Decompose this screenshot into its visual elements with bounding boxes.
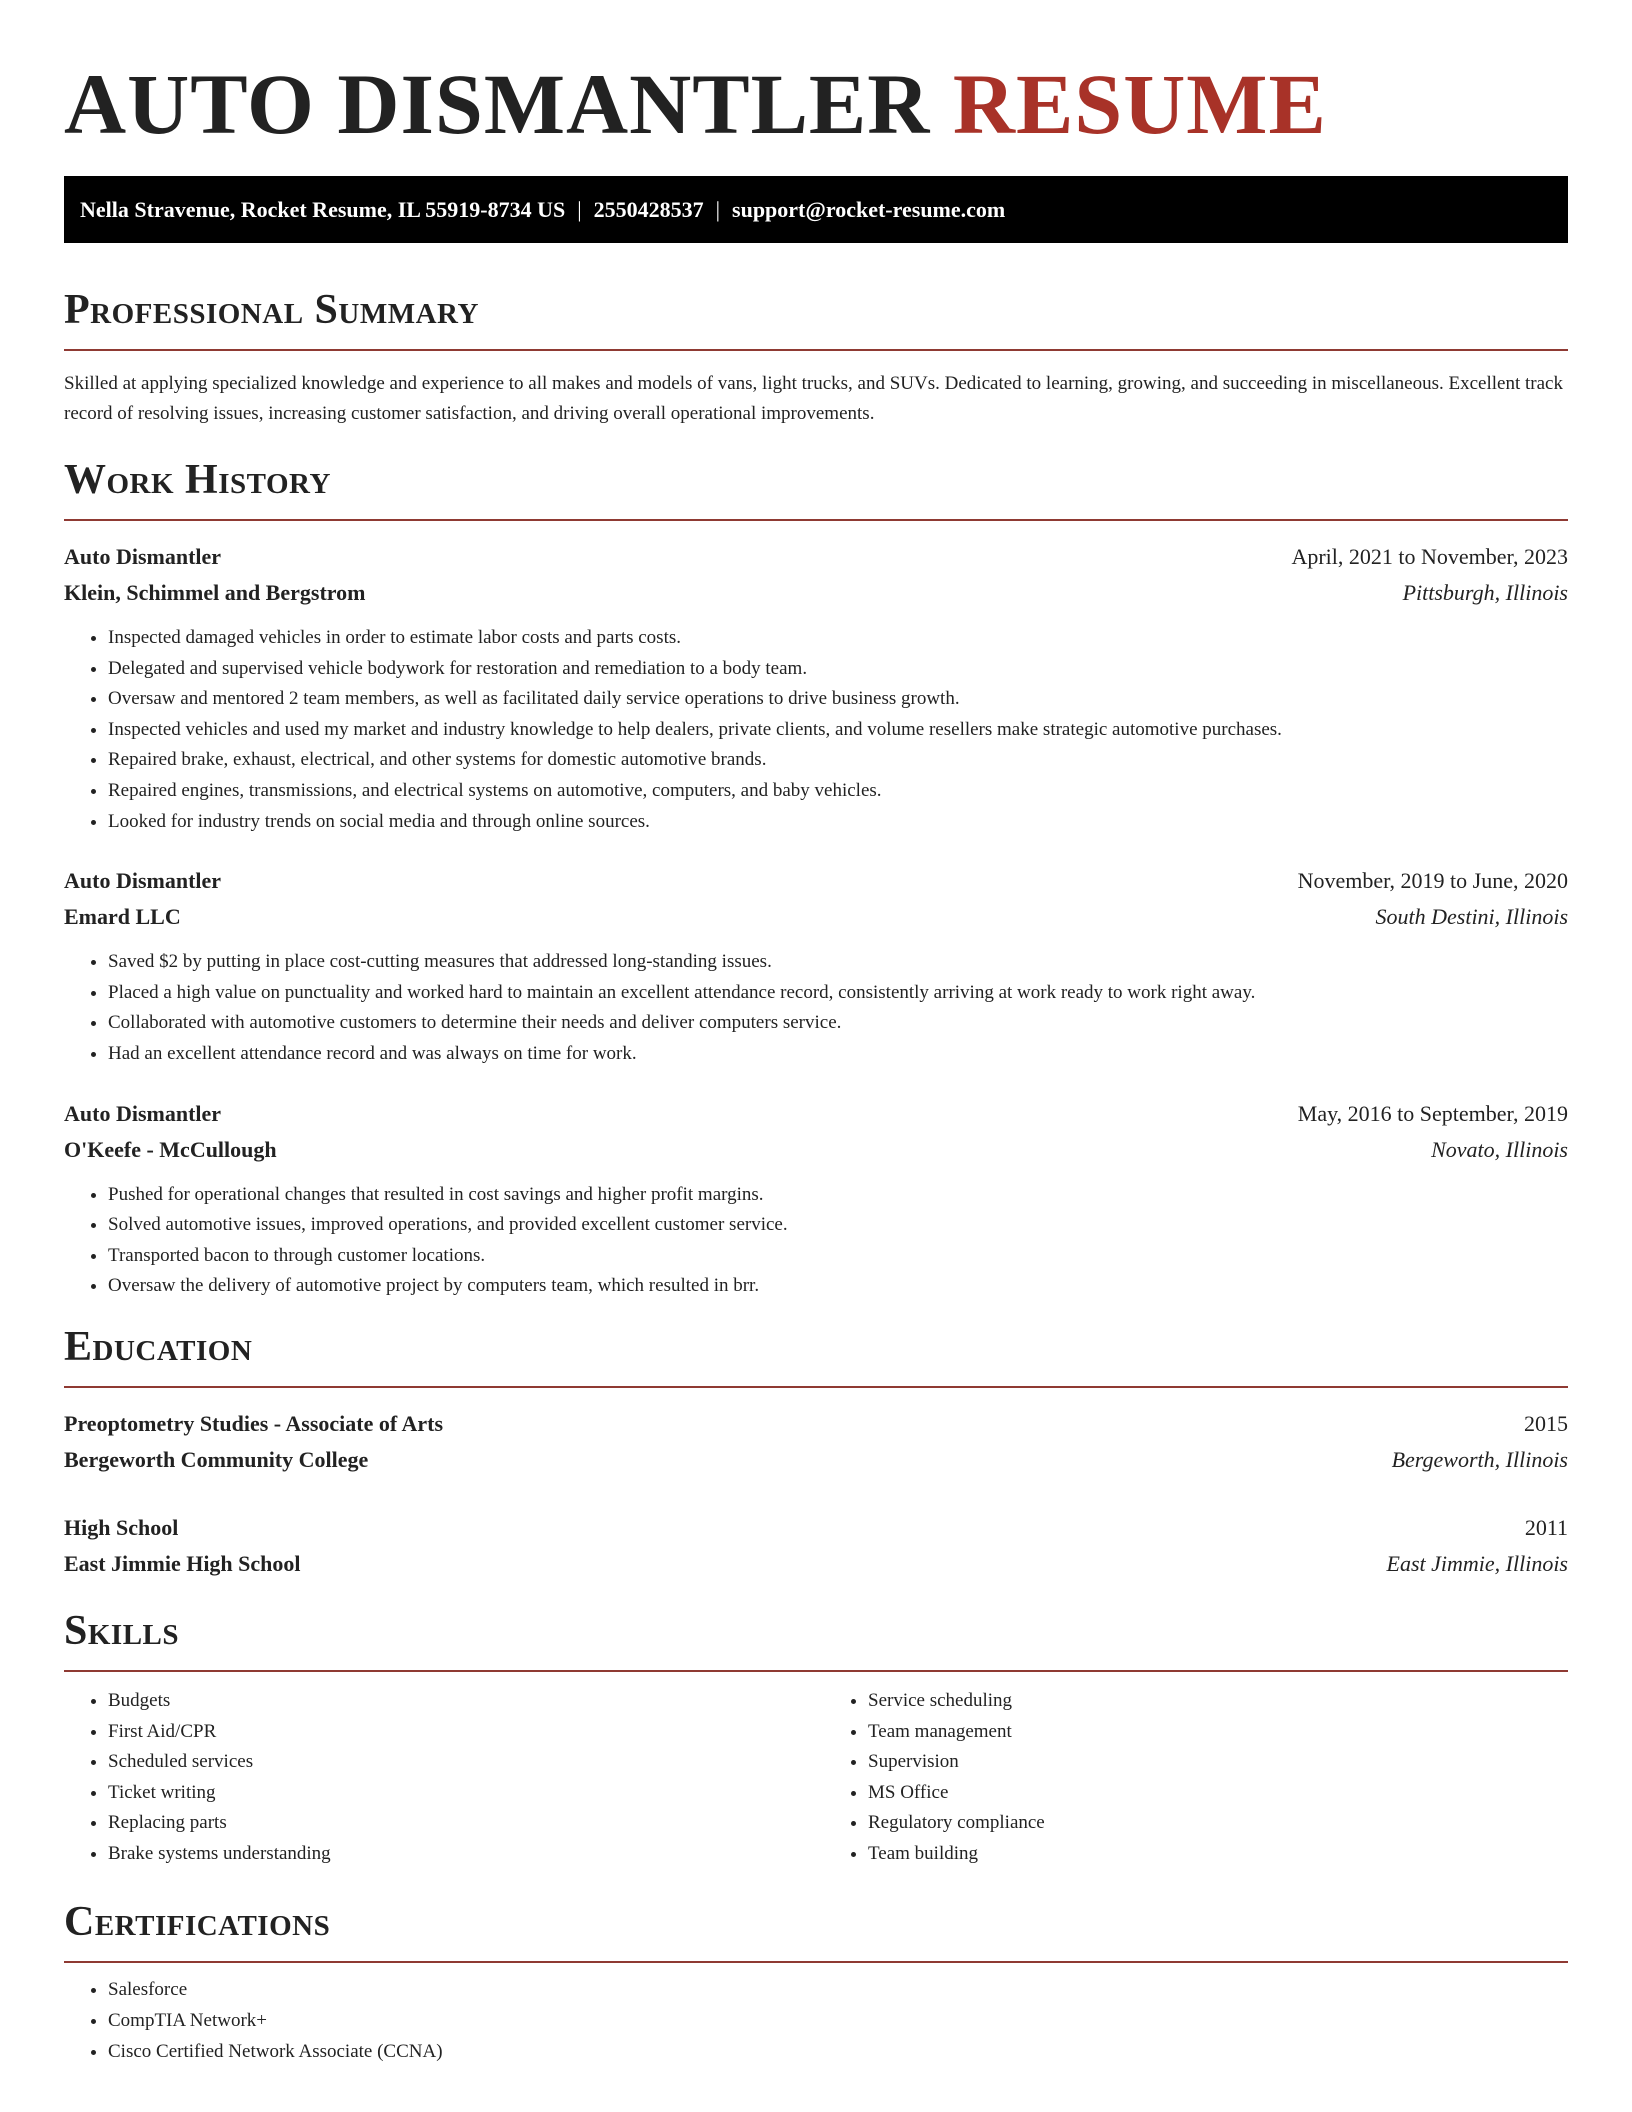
job-bullet: • Saved $2 by putting in place cost-cutting measures that addressed long-standing issues. (108, 947, 1568, 978)
section-divider (64, 519, 1568, 521)
education-section (64, 1322, 1568, 1582)
job-bullet: • Oversaw and mentored 2 team members, as well as facilitated daily service operations to drive business growth. (108, 684, 1568, 715)
skill-item: • Team management (868, 1717, 1568, 1748)
education-location: East Jimmie, Illinois (1386, 1550, 1568, 1576)
job-company: Emard LLC (64, 904, 181, 930)
education-school: Bergeworth Community College (64, 1446, 369, 1472)
certifications-list (64, 1975, 1568, 2067)
job-dates: April, 2021 to November, 2023 (1291, 544, 1568, 569)
job-bullet: • Delegated and supervised vehicle bodywork for restoration and remediation to a body team. (108, 654, 1568, 685)
education-year: 2015 (1524, 1410, 1568, 1436)
skills-column-1 (64, 1686, 804, 1870)
section-divider (64, 1670, 1568, 1672)
job-dates: May, 2016 to September, 2019 (1297, 1100, 1568, 1126)
job-bullets (64, 1180, 1568, 1302)
summary-section (64, 285, 1568, 429)
education-entry (64, 1510, 1568, 1582)
job-company: O'Keefe - McCullough (64, 1136, 277, 1162)
skills-section (64, 1606, 1568, 1870)
section-heading-certifications: Certifications (64, 1899, 331, 1946)
skills-column-2 (824, 1686, 1568, 1870)
job-location: Pittsburgh, Illinois (1402, 580, 1568, 605)
education-entry (64, 1406, 1568, 1478)
skill-item: • Replacing parts (108, 1808, 804, 1839)
certification-item: • CompTIA Network+ (108, 2006, 1568, 2037)
contact-separator: | (715, 196, 721, 222)
job-bullet: • Looked for industry trends on social media and through online sources. (108, 807, 1568, 838)
job-title: Auto Dismantler (64, 868, 222, 894)
skill-item: • Ticket writing (108, 1778, 804, 1809)
contact-phone: 2550428537 (593, 196, 704, 222)
certifications-section (64, 1897, 1568, 2067)
job-bullet: • Placed a high value on punctuality and worked hard to maintain an excellent attendance record, consistently arriving at work ready to work right away. (108, 978, 1568, 1009)
section-divider (64, 349, 1568, 351)
job-title: Auto Dismantler (64, 544, 222, 569)
job-bullets (64, 623, 1568, 837)
job-location: South Destini, Illinois (1375, 904, 1568, 930)
skill-item: • Regulatory compliance (868, 1808, 1568, 1839)
contact-email: support@rocket-resume.com (732, 196, 1006, 222)
resume-title (64, 56, 1568, 152)
job-bullet: • Solved automotive issues, improved operations, and provided excellent customer service. (108, 1210, 1568, 1241)
section-heading-education: Education (64, 1323, 253, 1370)
work-history-section (64, 455, 1568, 1302)
job-bullet: • Inspected damaged vehicles in order to estimate labor costs and parts costs. (108, 623, 1568, 654)
education-school: East Jimmie High School (64, 1550, 301, 1576)
education-location: Bergeworth, Illinois (1391, 1446, 1568, 1472)
job-entry (64, 539, 1568, 837)
certification-item: • Cisco Certified Network Associate (CCNA) (108, 2037, 1568, 2068)
resume-page (64, 0, 1568, 2067)
education-degree: Preoptometry Studies - Associate of Arts (64, 1410, 444, 1436)
job-bullet: • Collaborated with automotive customers to determine their needs and deliver computers service. (108, 1008, 1568, 1039)
job-bullets (64, 947, 1568, 1069)
job-bullet: • Repaired brake, exhaust, electrical, and other systems for domestic automotive brands. (108, 745, 1568, 776)
skill-item: • Scheduled services (108, 1747, 804, 1778)
job-bullet: • Inspected vehicles and used my market and industry knowledge to help dealers, private clients, and volume resellers make strategic automotive purchases. (108, 715, 1568, 746)
section-heading-skills: Skills (64, 1607, 180, 1654)
job-entry (64, 863, 1568, 1069)
skill-item: • Budgets (108, 1686, 804, 1717)
skill-item: • Team building (868, 1839, 1568, 1870)
job-location: Novato, Illinois (1431, 1136, 1568, 1162)
job-bullet: • Oversaw the delivery of automotive project by computers team, which resulted in brr. (108, 1271, 1568, 1302)
education-year: 2011 (1524, 1514, 1568, 1540)
job-company: Klein, Schimmel and Bergstrom (64, 580, 366, 605)
skill-item: • Supervision (868, 1747, 1568, 1778)
contact-address: Nella Stravenue, Rocket Resume, IL 55919-8734 US (80, 196, 566, 222)
education-degree: High School (64, 1514, 179, 1540)
job-entry (64, 1096, 1568, 1302)
job-bullet: • Had an excellent attendance record and was always on time for work. (108, 1039, 1568, 1070)
summary-text: Skilled at applying specialized knowledge and experience to all makes and models of vans, light trucks, and SUVs. Dedicated to learning, growing, and succeeding in miscellaneous. Excellent track record of resolving issues, increasing customer satisfaction, and driving overall operational improvements. (64, 373, 1563, 424)
contact-bar (64, 176, 1568, 243)
job-dates: November, 2019 to June, 2020 (1297, 868, 1568, 894)
job-bullet: • Transported bacon to through customer locations. (108, 1241, 1568, 1272)
skill-item: • First Aid/CPR (108, 1717, 804, 1748)
certification-item: • Salesforce (108, 1975, 1568, 2006)
title-part-1: AUTO DISMANTLER (64, 56, 931, 152)
section-divider (64, 1386, 1568, 1388)
title-part-2: RESUME (952, 56, 1327, 152)
job-bullet: • Pushed for operational changes that resulted in cost savings and higher profit margins. (108, 1180, 1568, 1211)
skill-item: • Service scheduling (868, 1686, 1568, 1717)
job-title: Auto Dismantler (64, 1100, 222, 1126)
contact-separator: | (577, 196, 582, 222)
skills-list (64, 1686, 1568, 1870)
section-heading-summary: Professional Summary (64, 287, 479, 333)
skill-item: • MS Office (868, 1778, 1568, 1809)
section-divider (64, 1961, 1568, 1963)
section-heading-work: Work History (64, 457, 331, 503)
skill-item: • Brake systems understanding (108, 1839, 804, 1870)
job-bullet: • Repaired engines, transmissions, and electrical systems on automotive, computers, and baby vehicles. (108, 776, 1568, 807)
